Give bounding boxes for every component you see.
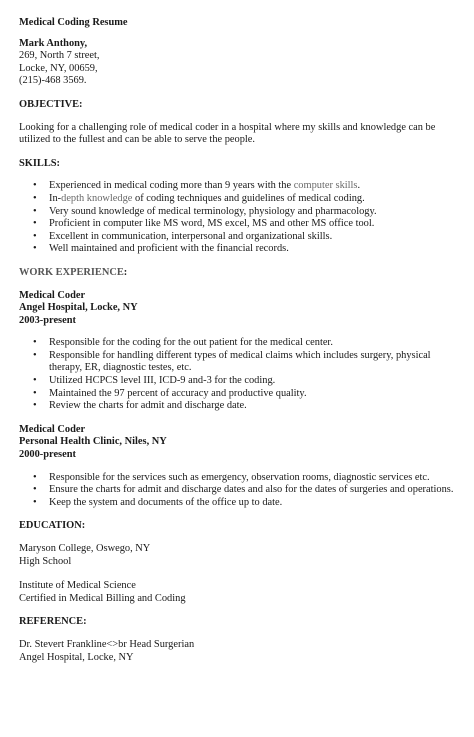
skills-item [19,206,459,219]
resume-document [19,17,459,664]
work-experience-heading-text: WORK EXPERIENCE [19,266,124,278]
contact-name: Mark Anthony, [19,37,88,49]
skill-text-end: of coding techniques and guidelines of medical coding. [132,192,365,204]
skill-text: Very sound knowledge of medical terminology, physiology and pharmacology. [49,205,377,217]
education-entry [19,580,459,605]
job-duty-item: • Maintained the 97 percent of accuracy and productive quality. [19,388,459,401]
document-title: Medical Coding Resume [19,17,128,28]
work-experience-heading-colon: : [123,266,128,278]
skill-text: Excellent in communication, interpersonal and organizational skills. [49,230,333,242]
job-title: Medical Coder [19,289,86,301]
reference-name: Dr. Stevert Frankline<>br Head Surgerian [19,638,195,650]
education-institution: Institute of Medical Science [19,580,136,592]
contact-phone: (215)-468 3569. [19,75,87,87]
job-employer: Personal Health Clinic, Niles, NY [19,436,167,448]
skill-link[interactable]: computer skills [293,180,358,192]
job-period: 2003-present [19,314,76,326]
job-period: 2000-present [19,449,76,461]
skills-list [19,180,459,256]
skill-text: In- [49,192,62,204]
skills-item [19,218,459,231]
skills-item [19,193,459,206]
contact-address-line-2: Locke, NY, 00659, [19,62,98,74]
skill-link[interactable]: depth knowledge [61,192,133,204]
job-duty-item: • Responsible for handling different types of medical claims which includes surgery, physical therapy, ER, diagnostic testes, etc. [19,350,459,375]
contact-address-line-1: 269, North 7 street, [19,50,100,62]
skills-item [19,180,459,193]
job-duty-item: • Utilized HCPCS level III, ICD-9 and-3 for the coding. [19,375,459,388]
job-employer: Angel Hospital, Locke, NY [19,302,138,314]
contact-block [19,38,459,88]
reference-block [19,639,459,664]
reference-heading: REFERENCE: [19,616,87,628]
skills-item [19,243,459,256]
skills-item [19,231,459,244]
job-duty-item: • Keep the system and documents of the office up to date. [19,497,459,510]
education-institution: Maryson College, Oswego, NY [19,543,151,554]
objective-text: Looking for a challenging role of medical coder in a hospital where my skills and knowledge can be utilized to the fullest and can be able to serve the people. [19,121,436,146]
education-entry [19,543,459,568]
education-qualification: Certified in Medical Billing and Coding [19,592,186,604]
education-heading: EDUCATION: [19,520,86,532]
job-entry [19,290,459,413]
job-title: Medical Coder [19,423,86,435]
job-duties-list [19,472,459,510]
job-duty-item: • Ensure the charts for admit and discharge dates and also for the dates of surgeries and operations. [19,484,459,497]
skill-text: Experienced in medical coding more than 9 years with the [49,180,294,192]
skill-text: Proficient in computer like MS word, MS excel, MS and other MS office tool. [49,218,375,230]
job-duty-item: • Review the charts for admit and discharge date. [19,400,459,413]
skills-heading: SKILLS: [19,157,61,169]
work-experience-heading [19,267,459,280]
objective-heading: OBJECTIVE: [19,98,83,110]
skill-text-end: . [357,180,361,192]
job-entry [19,424,459,510]
reference-organization: Angel Hospital, Locke, NY [19,651,134,663]
job-duty-item: • Responsible for the services such as emergency, observation rooms, diagnostic services etc. [19,472,459,485]
job-duties-list [19,337,459,413]
education-qualification: High School [19,555,72,567]
skill-text: Well maintained and proficient with the financial records. [49,243,289,255]
job-duty-item: • Responsible for the coding for the out patient for the medical center. [19,337,459,350]
